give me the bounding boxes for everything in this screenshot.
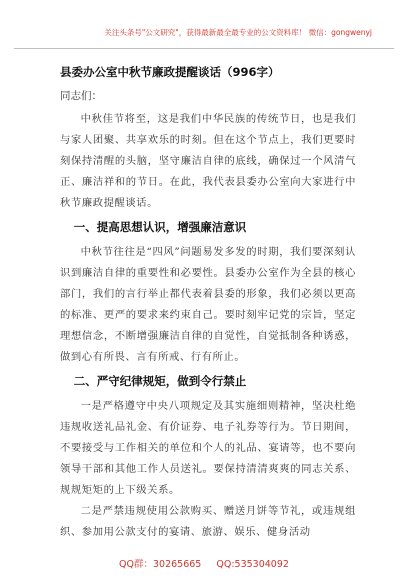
document-body	[60, 64, 356, 543]
footer-qq: QQ:535304092	[216, 559, 289, 570]
page-footer	[0, 556, 408, 570]
section-heading-1: 一、提高思想认识，增强廉洁意识	[73, 220, 247, 234]
intro-paragraph: 中秋佳节将至，这是我们中华民族的传统节日，也是我们与家人团聚、共享欢乐的时刻。但在这个节点上，我们更要时刻保持清醒的头脑，坚守廉洁自律的底线，确保过一个风清气正、廉洁祥和的节日。在此，我代表县委办公室向大家进行中秋节廉政提醒谈话。	[60, 113, 356, 209]
page-header	[14, 0, 394, 49]
header-promo-note: 关注头条号"公文研究"，获得最新最全最专业的公文资料库！ 微信：gongwenyj	[104, 28, 372, 37]
salutation: 同志们：	[60, 90, 102, 102]
section-1-paragraph-1: 中秋节往往是“四风”问题易发多发的时期，我们要深刻认识到廉洁自律的重要性和必要性。县委办公室作为全县的核心部门，我们的言行举止都代表着县委的形象，我们必须以更高的标准、更严的要求来约束自己。要时刻牢记党的宗旨，坚定理想信念，不断增强廉洁自律的自觉性，自觉抵制各种诱惑，做到心有所畏、言有所戒、行有所止。	[60, 246, 356, 363]
section-heading-2: 二、严守纪律规矩，做到令行禁止	[73, 374, 247, 388]
document-title: 县委办公室中秋节廉政提醒谈话（996字）	[60, 65, 280, 79]
footer-qq-group: QQ群：30265665	[119, 559, 202, 570]
section-2-paragraph-1: 一是严格遵守中央八项规定及其实施细则精神，坚决杜绝违规收送礼品礼金、有价证券、电子礼券等行为。节日期间，不要接受与工作相关的单位和个人的礼品、宴请等，也不要向领导干部和其他工作人员送礼。要保持清清爽爽的同志关系、规规矩矩的上下级关系。	[60, 400, 356, 496]
section-2-paragraph-2: 二是严禁违规使用公款购买、赠送月饼等节礼，或违规组织、参加用公款支付的宴请、旅游、娱乐、健身活动	[60, 505, 356, 538]
